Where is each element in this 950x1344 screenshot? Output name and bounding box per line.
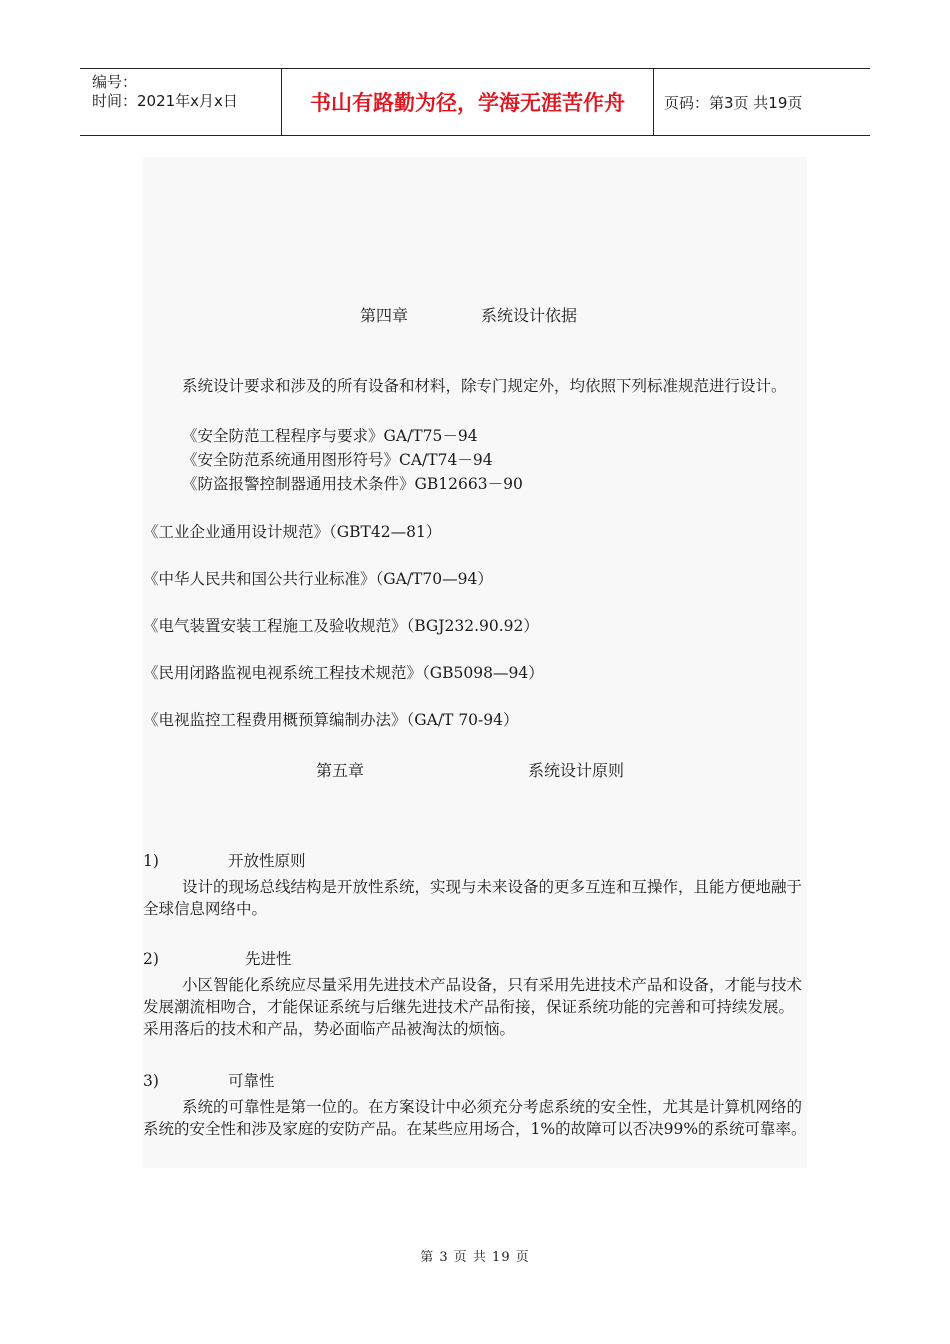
header-motto: 书山有路勤为径，学海无涯苦作舟 <box>282 69 654 135</box>
chapter4-title: 系统设计依据 <box>481 306 578 325</box>
chapter5-title: 系统设计原则 <box>528 761 625 780</box>
chapter5-number: 第五章 <box>316 761 365 780</box>
chapter4-number: 第四章 <box>360 306 409 325</box>
standard-item: 《电视监控工程费用概预算编制办法》（GA/T 70-94） <box>143 711 519 729</box>
standard-item: 《电气装置安装工程施工及验收规范》（BGJ232.90.92） <box>143 617 539 635</box>
principle-text: 设计的现场总线结构是开放性系统，实现与未来设备的更多互连和互操作，且能方便地融于全球信息网络中。 <box>143 878 803 918</box>
standard-item: 《安全防范工程程序与要求》GA/T75－94 <box>182 427 478 445</box>
principle-text: 小区智能化系统应尽量采用先进技术产品设备，只有采用先进技术产品和设备，才能与技术发展潮流相吻合，才能保证系统与后继先进技术产品衔接，保证系统功能的完善和可持续发展。采用落后的技术和产品，势必面临产品被淘汰的烦恼。 <box>143 976 803 1038</box>
principle-number: 1) <box>143 852 159 870</box>
header-page-info: 页码：第3页 共19页 <box>664 93 803 112</box>
standard-item: 《防盗报警控制器通用技术条件》GB12663－90 <box>182 475 523 493</box>
standard-item: 《工业企业通用设计规范》（GBT42—81） <box>143 523 442 541</box>
principle-number: 2) <box>143 950 159 968</box>
principle-title: 先进性 <box>245 950 292 968</box>
page-footer: 第 3 页 共 19 页 <box>420 1250 530 1265</box>
principle-title: 可靠性 <box>228 1072 275 1090</box>
standard-item: 《安全防范系统通用图形符号》CA/T74－94 <box>182 451 493 469</box>
page-header <box>80 68 870 136</box>
header-meta <box>80 69 282 135</box>
principle-number: 3) <box>143 1072 159 1090</box>
doc-date-label: 时间：2021年x月x日 <box>92 92 238 110</box>
standard-item: 《中华人民共和国公共行业标准》（GA/T70—94） <box>143 570 493 588</box>
standard-item: 《民用闭路监视电视系统工程技术规范》（GB5098—94） <box>143 664 544 682</box>
intro-paragraph: 系统设计要求和涉及的所有设备和材料，除专门规定外，均依照下列标准规范进行设计。 <box>182 377 787 395</box>
doc-number-label: 编号： <box>92 73 138 91</box>
principle-title: 开放性原则 <box>228 852 306 870</box>
principle-text: 系统的可靠性是第一位的。在方案设计中必须充分考虑系统的安全性，尤其是计算机网络的系统的安全性和涉及家庭的安防产品。在某些应用场合，1%的故障可以否决99%的系统可靠率。 <box>143 1098 807 1138</box>
